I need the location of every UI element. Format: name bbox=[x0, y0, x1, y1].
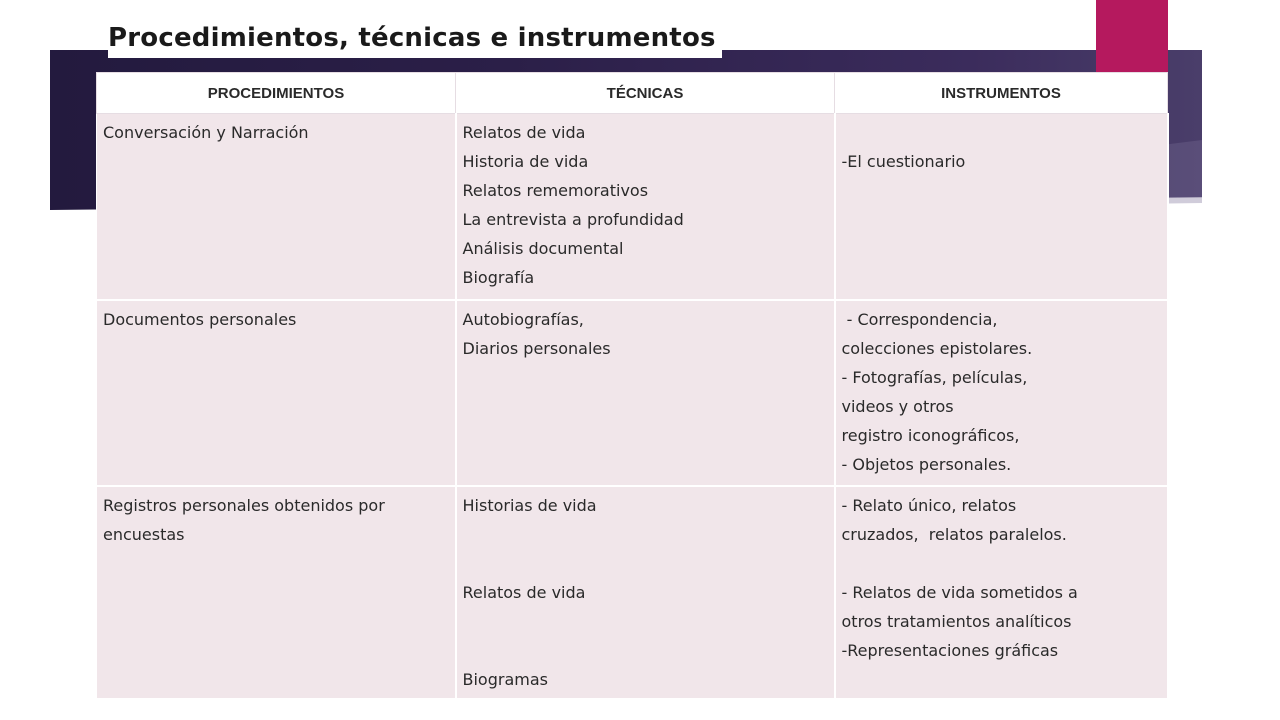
cell-line: Historias de vida bbox=[462, 495, 597, 515]
cell-line: Autobiografías, bbox=[462, 309, 584, 329]
header-instrumentos: INSTRUMENTOS bbox=[835, 73, 1168, 114]
cell-line: colecciones epistolares. bbox=[841, 338, 1033, 358]
cell-line: -Representaciones gráficas bbox=[841, 640, 1059, 660]
cell-text: Documentos personales bbox=[103, 309, 297, 329]
cell-line: Biogramas bbox=[462, 669, 548, 689]
cell-line: Historia de vida bbox=[462, 152, 589, 171]
cell-line: - Fotografías, películas, bbox=[841, 367, 1028, 387]
cell-line: Relatos rememorativos bbox=[462, 181, 649, 200]
cell-instrumentos bbox=[835, 300, 1168, 486]
cell-instrumentos bbox=[835, 114, 1168, 300]
cell-line: - Objetos personales. bbox=[841, 454, 1012, 474]
table-header-row bbox=[97, 73, 1168, 114]
spacer bbox=[463, 607, 828, 665]
cell-procedimiento bbox=[97, 300, 456, 486]
cell-line: - Relatos de vida sometidos a bbox=[841, 582, 1078, 602]
table-row bbox=[97, 300, 1168, 486]
cell-instrumentos bbox=[835, 486, 1168, 700]
table-row bbox=[97, 486, 1168, 700]
cell-tecnicas bbox=[456, 300, 835, 486]
cell-line: Diarios personales bbox=[462, 338, 611, 358]
cell-text: Registros personales obtenidos por encuestas bbox=[103, 495, 390, 544]
cell-line: - Correspondencia, bbox=[841, 309, 998, 329]
cell-text: Conversación y Narración bbox=[103, 123, 309, 142]
cell-line: - Relato único, relatos bbox=[841, 495, 1017, 515]
cell-line: Análisis documental bbox=[462, 239, 624, 258]
content-table-wrapper bbox=[96, 72, 1158, 700]
cell-line: registro iconográficos, bbox=[841, 425, 1020, 445]
spacer bbox=[842, 549, 1161, 578]
header-procedimientos: PROCEDIMIENTOS bbox=[97, 73, 456, 114]
spacer bbox=[463, 520, 828, 578]
cell-line: otros tratamientos analíticos bbox=[841, 611, 1072, 631]
cell-tecnicas bbox=[456, 486, 835, 700]
cell-line: -El cuestionario bbox=[841, 152, 966, 171]
cell-procedimiento bbox=[97, 114, 456, 300]
cell-procedimiento bbox=[97, 486, 456, 700]
cell-tecnicas bbox=[456, 114, 835, 300]
slide-title: Procedimientos, técnicas e instrumentos bbox=[108, 18, 722, 58]
cell-line: Relatos de vida bbox=[462, 123, 586, 142]
table-row bbox=[97, 114, 1168, 300]
content-table bbox=[96, 72, 1169, 700]
cell-line: Relatos de vida bbox=[462, 582, 586, 602]
cell-line: cruzados, relatos paralelos. bbox=[841, 524, 1067, 544]
cell-line: La entrevista a profundidad bbox=[462, 210, 684, 229]
header-tecnicas: TÉCNICAS bbox=[456, 73, 835, 114]
cell-line: videos y otros bbox=[841, 396, 954, 416]
cell-line: Biografía bbox=[462, 268, 535, 287]
